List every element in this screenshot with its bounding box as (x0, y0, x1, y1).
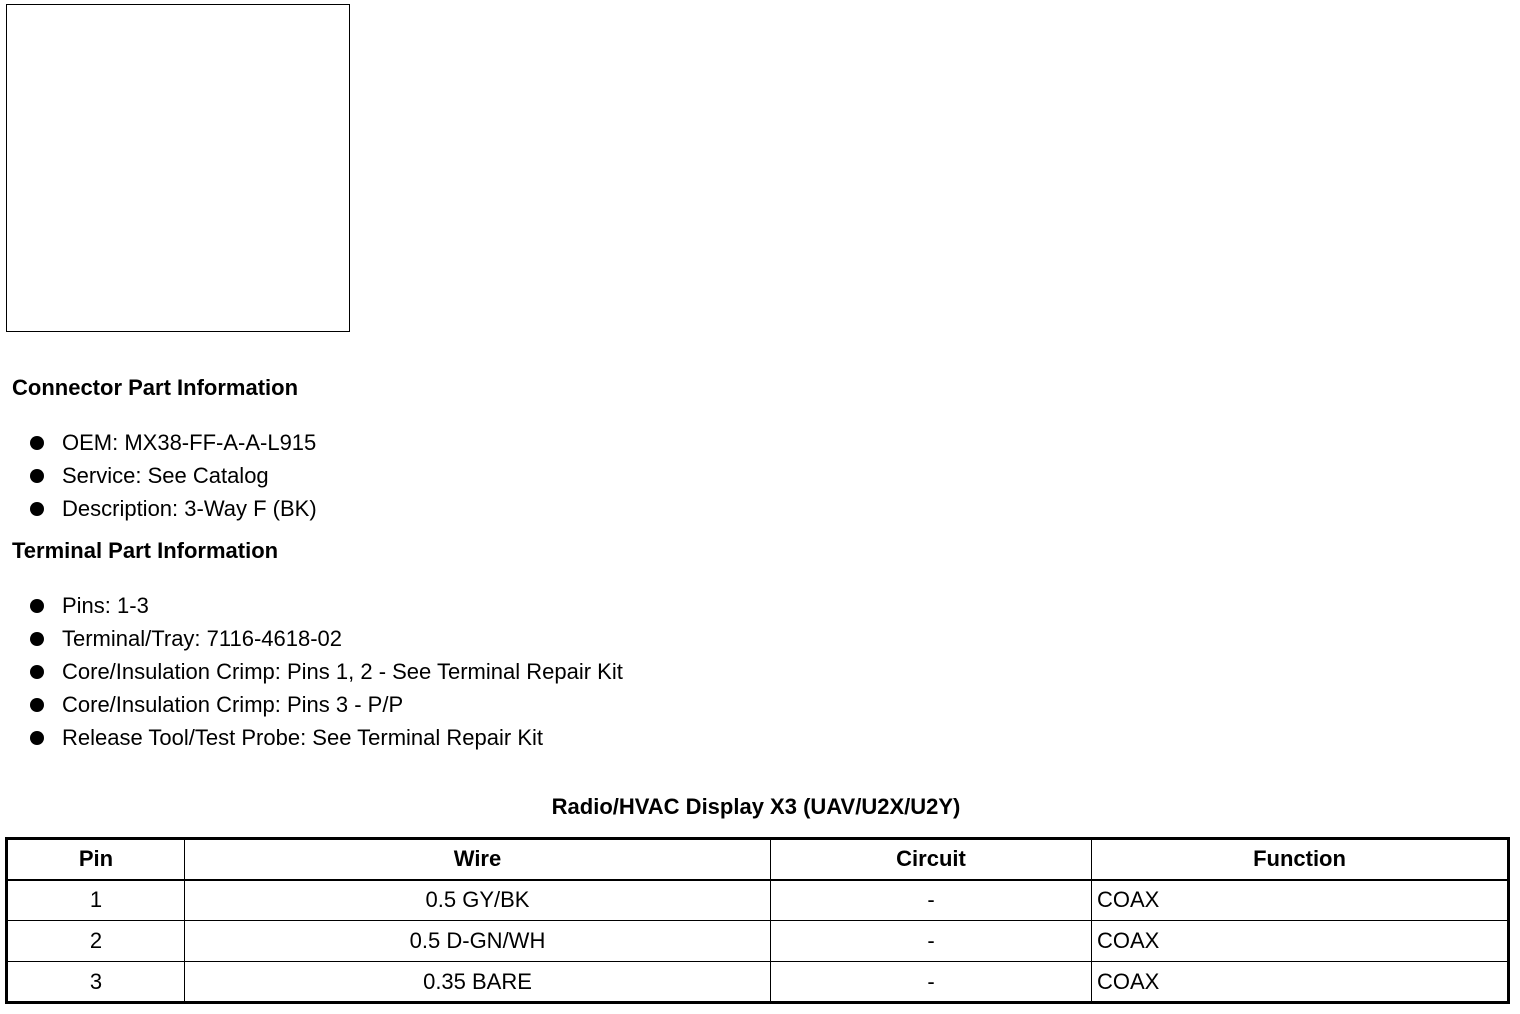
circuit-cell: - (771, 921, 1092, 962)
wire-cell: 0.5 D-GN/WH (185, 921, 771, 962)
bullet-icon (30, 599, 44, 613)
table-row (7, 962, 1509, 1003)
table-row (7, 921, 1509, 962)
function-cell: COAX (1092, 962, 1509, 1003)
bullet-icon (30, 698, 44, 712)
connector-part-info-list (30, 429, 317, 528)
function-column-header: Function (1092, 839, 1509, 880)
wire-cell: 0.35 BARE (185, 962, 771, 1003)
terminal-part-info-list (30, 592, 623, 757)
list-item (30, 495, 317, 528)
table-header-row (7, 839, 1509, 880)
wire-cell: 0.5 GY/BK (185, 880, 771, 921)
bullet-icon (30, 502, 44, 516)
list-item-text: Core/Insulation Crimp: Pins 3 - P/P (62, 692, 404, 717)
bullet-icon (30, 632, 44, 646)
list-item-text: Pins: 1-3 (62, 593, 149, 618)
table-row (7, 880, 1509, 921)
list-item-text: Release Tool/Test Probe: See Terminal Repair Kit (62, 725, 543, 750)
list-item (30, 462, 317, 495)
list-item (30, 691, 623, 724)
pin-cell: 3 (7, 962, 185, 1003)
list-item-text: Terminal/Tray: 7116-4618-02 (62, 626, 343, 651)
list-item (30, 658, 623, 691)
list-item (30, 625, 623, 658)
function-cell: COAX (1092, 921, 1509, 962)
bullet-icon (30, 436, 44, 450)
terminal-part-info-heading: Terminal Part Information (12, 538, 279, 563)
pin-cell: 2 (7, 921, 185, 962)
list-item (30, 429, 317, 462)
list-item (30, 592, 623, 625)
list-item-text: Description: 3-Way F (BK) (62, 496, 317, 521)
circuit-cell: - (771, 880, 1092, 921)
bullet-icon (30, 469, 44, 483)
list-item-text: Service: See Catalog (62, 463, 269, 488)
list-item-text: OEM: MX38-FF-A-A-L915 (62, 430, 317, 455)
bullet-icon (30, 731, 44, 745)
circuit-cell: - (771, 962, 1092, 1003)
pin-table (5, 837, 1510, 1004)
pin-table-title: Radio/HVAC Display X3 (UAV/U2X/U2Y) (551, 794, 961, 819)
pin-cell: 1 (7, 880, 185, 921)
circuit-column-header: Circuit (771, 839, 1092, 880)
list-item (30, 724, 623, 757)
connector-figure-frame (6, 4, 350, 332)
bullet-icon (30, 665, 44, 679)
function-cell: COAX (1092, 880, 1509, 921)
pin-column-header: Pin (7, 839, 185, 880)
list-item-text: Core/Insulation Crimp: Pins 1, 2 - See Terminal Repair Kit (62, 659, 623, 684)
connector-part-info-heading: Connector Part Information (12, 375, 299, 400)
wire-column-header: Wire (185, 839, 771, 880)
